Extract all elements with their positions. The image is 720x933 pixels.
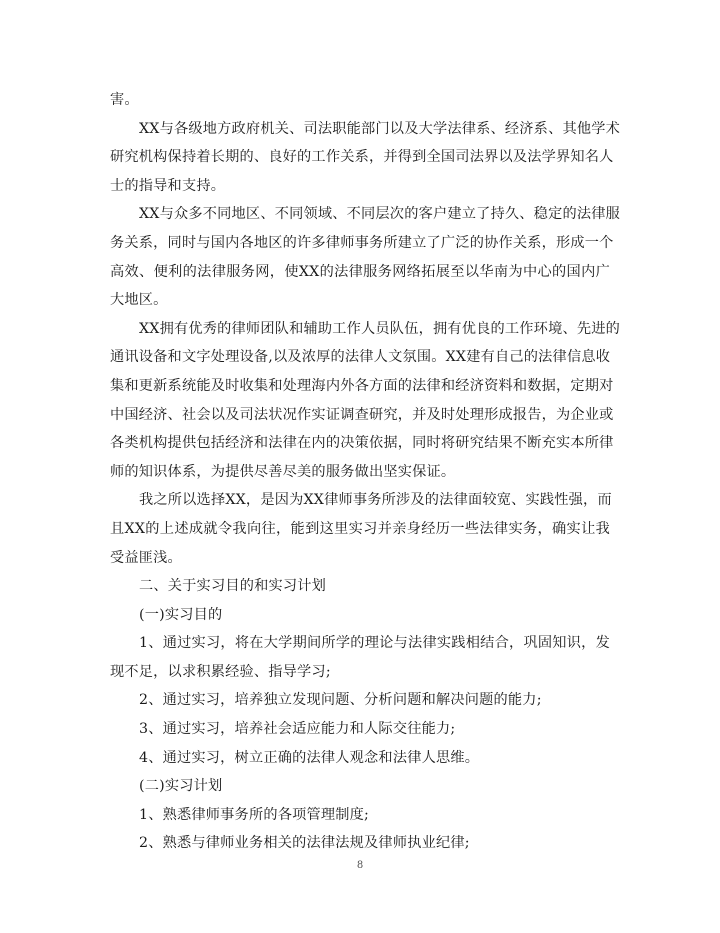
- paragraph-clients: [110, 200, 621, 314]
- text-line: 害。: [110, 92, 139, 108]
- text-line: 中国经济、社会以及司法状况作实证调查研究，并及时处理形成报告，为企业或: [110, 406, 614, 423]
- goal-item: [110, 744, 610, 773]
- document-body: [110, 86, 621, 858]
- text-line: 研究机构保持着长期的、良好的工作关系，并得到全国司法界以及法学界知名人: [110, 149, 614, 166]
- text-line: 2、熟悉与律师业务相关的法律法规及律师执业纪律;: [139, 835, 470, 852]
- section-two-heading: 二、关于实习目的和实习计划: [139, 578, 327, 595]
- text-line: 大地区。: [110, 292, 168, 309]
- text-line: 受益匪浅。: [110, 549, 182, 566]
- plan-item: [110, 801, 610, 830]
- plan-heading: (二)实习计划: [139, 778, 223, 795]
- text-line: 我之所以选择XX，是因为XX律师事务所涉及的法律面较宽、实践性强，而: [139, 492, 612, 509]
- text-line: 3、通过实习，培养社会适应能力和人际交往能力;: [139, 721, 456, 738]
- text-line: 务关系，同时与国内各地区的许多律师事务所建立了广泛的协作关系，形成一个: [110, 234, 614, 251]
- text-line: 高效、便利的法律服务网，使XX的法律服务网络拓展至以华南为中心的国内广: [110, 263, 610, 280]
- page-number: 8: [356, 860, 364, 871]
- goals-heading: (一)实习目的: [139, 606, 223, 623]
- text-line: XX与众多不同地区、不同领域、不同层次的客户建立了持久、稳定的法律服: [139, 206, 621, 223]
- paragraph-team: [110, 315, 621, 487]
- text-line: 集和更新系统能及时收集和处理海内外各方面的法律和经济资料和数据，定期对: [110, 377, 614, 394]
- goal-item: [110, 715, 610, 744]
- text-line: 且XX的上述成就令我向往，能到这里实习并亲身经历一些法律实务，确实让我: [110, 520, 610, 537]
- text-line: 1、通过实习，将在大学期间所学的理论与法律实践相结合，巩固知识，发: [139, 635, 610, 652]
- goal-item: [110, 686, 610, 715]
- paragraph-relations: [110, 115, 621, 201]
- text-line: 现不足，以求积累经验、指导学习;: [110, 663, 331, 680]
- paragraph-reason: [110, 486, 610, 572]
- text-line: 通讯设备和文字处理设备,以及浓厚的法律人文氛围。XX建有自己的法律信息收: [110, 349, 611, 366]
- text-line: 2、通过实习，培养独立发现问题、分析问题和解决问题的能力;: [139, 692, 542, 709]
- plan-item: [110, 829, 610, 858]
- text-line: 师的知识体系，为提供尽善尽美的服务做出坚实保证。: [110, 463, 456, 480]
- text-line: XX与各级地方政府机关、司法职能部门以及大学法律系、经济系、其他学术: [139, 120, 621, 137]
- subsection-heading: [110, 601, 610, 630]
- text-line: XX拥有优秀的律师团队和辅助工作人员队伍，拥有优良的工作环境、先进的: [139, 320, 621, 337]
- text-line: 4、通过实习，树立正确的法律人观念和法律人思维。: [139, 749, 480, 766]
- subsection-heading: [110, 772, 610, 801]
- text-line: 士的指导和支持。: [110, 177, 226, 194]
- section-heading: [110, 572, 610, 601]
- text-line: 1、熟悉律师事务所的各项管理制度;: [139, 806, 370, 823]
- goal-item: [110, 629, 610, 686]
- paragraph-continuation: [110, 86, 610, 115]
- text-line: 各类机构提供包括经济和法律在内的决策依据，同时将研究结果不断充实本所律: [110, 435, 614, 452]
